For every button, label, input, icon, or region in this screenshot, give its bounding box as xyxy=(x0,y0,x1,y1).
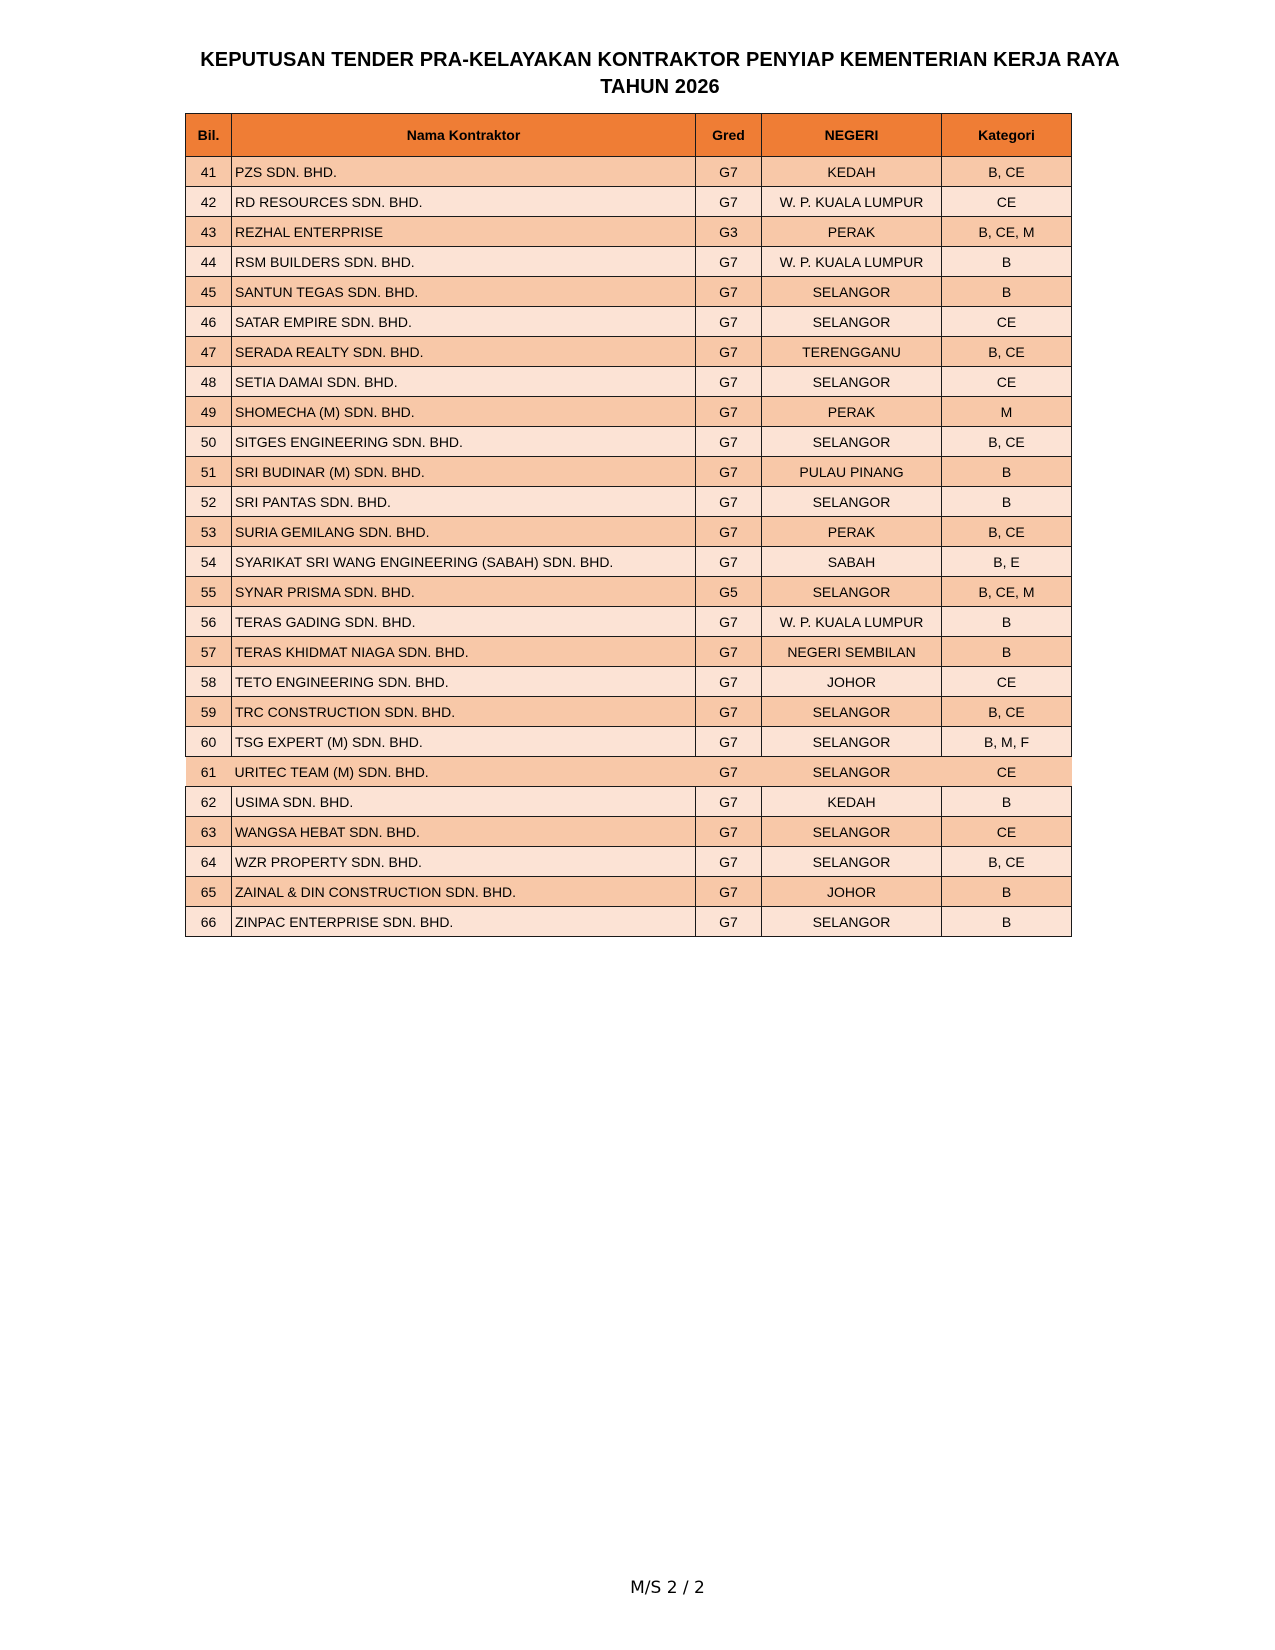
table-row xyxy=(186,727,1072,757)
cell-bil: 42 xyxy=(186,187,232,217)
cell-bil: 46 xyxy=(186,307,232,337)
cell-bil: 56 xyxy=(186,607,232,637)
title-line-1: KEPUTUSAN TENDER PRA-KELAYAKAN KONTRAKTOR PENYIAP KEMENTERIAN KERJA RAYA xyxy=(200,49,1120,71)
cell-nama-kontraktor: WZR PROPERTY SDN. BHD. xyxy=(232,847,696,877)
cell-kategori: B, M, F xyxy=(942,727,1072,757)
table-row xyxy=(186,457,1072,487)
cell-nama-kontraktor: SERADA REALTY SDN. BHD. xyxy=(232,337,696,367)
cell-nama-kontraktor: SRI PANTAS SDN. BHD. xyxy=(232,487,696,517)
cell-kategori: CE xyxy=(942,667,1072,697)
cell-negeri: JOHOR xyxy=(762,877,942,907)
cell-kategori: B, CE, M xyxy=(942,217,1072,247)
cell-kategori: CE xyxy=(942,187,1072,217)
cell-kategori: B, CE xyxy=(942,427,1072,457)
table-header-row xyxy=(186,114,1072,157)
table-row xyxy=(186,817,1072,847)
cell-gred: G7 xyxy=(696,157,762,187)
table-row xyxy=(186,247,1072,277)
document-title xyxy=(180,47,1140,101)
cell-gred: G7 xyxy=(696,397,762,427)
cell-bil: 57 xyxy=(186,637,232,667)
cell-kategori: CE xyxy=(942,757,1072,787)
table-row xyxy=(186,697,1072,727)
table-row xyxy=(186,157,1072,187)
cell-gred: G7 xyxy=(696,817,762,847)
cell-bil: 59 xyxy=(186,697,232,727)
table-row xyxy=(186,847,1072,877)
cell-nama-kontraktor: TRC CONSTRUCTION SDN. BHD. xyxy=(232,697,696,727)
cell-bil: 52 xyxy=(186,487,232,517)
cell-nama-kontraktor: SANTUN TEGAS SDN. BHD. xyxy=(232,277,696,307)
cell-nama-kontraktor: SYNAR PRISMA SDN. BHD. xyxy=(232,577,696,607)
cell-gred: G7 xyxy=(696,277,762,307)
cell-negeri: SELANGOR xyxy=(762,427,942,457)
header-nama-kontraktor: Nama Kontraktor xyxy=(232,114,696,157)
header-kategori: Kategori xyxy=(942,114,1072,157)
cell-gred: G7 xyxy=(696,607,762,637)
cell-kategori: CE xyxy=(942,817,1072,847)
cell-bil: 58 xyxy=(186,667,232,697)
table-row xyxy=(186,217,1072,247)
table-row xyxy=(186,337,1072,367)
cell-kategori: B xyxy=(942,607,1072,637)
cell-kategori: B xyxy=(942,787,1072,817)
cell-negeri: NEGERI SEMBILAN xyxy=(762,637,942,667)
cell-gred: G7 xyxy=(696,667,762,697)
table-row xyxy=(186,547,1072,577)
table-row xyxy=(186,367,1072,397)
table-row xyxy=(186,427,1072,457)
cell-gred: G7 xyxy=(696,547,762,577)
cell-gred: G7 xyxy=(696,247,762,277)
table-row xyxy=(186,787,1072,817)
cell-gred: G7 xyxy=(696,907,762,937)
cell-kategori: B xyxy=(942,637,1072,667)
cell-gred: G7 xyxy=(696,787,762,817)
cell-bil: 62 xyxy=(186,787,232,817)
cell-kategori: B xyxy=(942,877,1072,907)
cell-kategori: B xyxy=(942,277,1072,307)
cell-negeri: W. P. KUALA LUMPUR xyxy=(762,187,942,217)
title-line-2: TAHUN 2026 xyxy=(600,76,720,98)
cell-nama-kontraktor: RD RESOURCES SDN. BHD. xyxy=(232,187,696,217)
cell-negeri: SELANGOR xyxy=(762,697,942,727)
cell-negeri: PERAK xyxy=(762,397,942,427)
cell-negeri: SELANGOR xyxy=(762,367,942,397)
cell-nama-kontraktor: SETIA DAMAI SDN. BHD. xyxy=(232,367,696,397)
cell-nama-kontraktor: SITGES ENGINEERING SDN. BHD. xyxy=(232,427,696,457)
cell-nama-kontraktor: SYARIKAT SRI WANG ENGINEERING (SABAH) SDN. BHD. xyxy=(232,547,696,577)
cell-gred: G7 xyxy=(696,367,762,397)
cell-negeri: SELANGOR xyxy=(762,307,942,337)
cell-negeri: SELANGOR xyxy=(762,577,942,607)
cell-negeri: JOHOR xyxy=(762,667,942,697)
cell-bil: 48 xyxy=(186,367,232,397)
cell-negeri: SABAH xyxy=(762,547,942,577)
cell-nama-kontraktor: TSG EXPERT (M) SDN. BHD. xyxy=(232,727,696,757)
cell-negeri: SELANGOR xyxy=(762,907,942,937)
cell-bil: 53 xyxy=(186,517,232,547)
cell-bil: 50 xyxy=(186,427,232,457)
cell-bil: 49 xyxy=(186,397,232,427)
cell-bil: 43 xyxy=(186,217,232,247)
cell-nama-kontraktor: TERAS KHIDMAT NIAGA SDN. BHD. xyxy=(232,637,696,667)
cell-bil: 60 xyxy=(186,727,232,757)
cell-nama-kontraktor: TETO ENGINEERING SDN. BHD. xyxy=(232,667,696,697)
table-row xyxy=(186,667,1072,697)
cell-nama-kontraktor: SURIA GEMILANG SDN. BHD. xyxy=(232,517,696,547)
page-number: M/S 2 / 2 xyxy=(630,1578,705,1598)
cell-gred: G7 xyxy=(696,697,762,727)
cell-kategori: CE xyxy=(942,307,1072,337)
contractor-table xyxy=(185,113,1072,937)
cell-negeri: SELANGOR xyxy=(762,727,942,757)
cell-gred: G7 xyxy=(696,337,762,367)
cell-nama-kontraktor: SATAR EMPIRE SDN. BHD. xyxy=(232,307,696,337)
cell-kategori: B, CE xyxy=(942,847,1072,877)
cell-nama-kontraktor: SHOMECHA (M) SDN. BHD. xyxy=(232,397,696,427)
cell-kategori: B xyxy=(942,457,1072,487)
cell-kategori: B xyxy=(942,247,1072,277)
table-row xyxy=(186,877,1072,907)
cell-kategori: CE xyxy=(942,367,1072,397)
cell-gred: G7 xyxy=(696,727,762,757)
cell-negeri: W. P. KUALA LUMPUR xyxy=(762,247,942,277)
cell-gred: G7 xyxy=(696,457,762,487)
table-row xyxy=(186,307,1072,337)
cell-negeri: SELANGOR xyxy=(762,487,942,517)
cell-nama-kontraktor: TERAS GADING SDN. BHD. xyxy=(232,607,696,637)
cell-kategori: B, E xyxy=(942,547,1072,577)
cell-bil: 51 xyxy=(186,457,232,487)
cell-nama-kontraktor: REZHAL ENTERPRISE xyxy=(232,217,696,247)
cell-nama-kontraktor: URITEC TEAM (M) SDN. BHD. xyxy=(232,757,696,787)
table-row xyxy=(186,277,1072,307)
cell-negeri: SELANGOR xyxy=(762,277,942,307)
cell-gred: G5 xyxy=(696,577,762,607)
cell-bil: 44 xyxy=(186,247,232,277)
cell-kategori: B, CE xyxy=(942,157,1072,187)
cell-bil: 45 xyxy=(186,277,232,307)
cell-negeri: KEDAH xyxy=(762,157,942,187)
cell-kategori: B, CE xyxy=(942,517,1072,547)
cell-nama-kontraktor: ZINPAC ENTERPRISE SDN. BHD. xyxy=(232,907,696,937)
cell-bil: 55 xyxy=(186,577,232,607)
cell-gred: G3 xyxy=(696,217,762,247)
cell-negeri: PERAK xyxy=(762,217,942,247)
cell-nama-kontraktor: PZS SDN. BHD. xyxy=(232,157,696,187)
table-row xyxy=(186,487,1072,517)
table-row xyxy=(186,907,1072,937)
cell-nama-kontraktor: RSM BUILDERS SDN. BHD. xyxy=(232,247,696,277)
cell-kategori: B, CE, M xyxy=(942,577,1072,607)
cell-gred: G7 xyxy=(696,847,762,877)
cell-gred: G7 xyxy=(696,487,762,517)
cell-negeri: PULAU PINANG xyxy=(762,457,942,487)
cell-negeri: SELANGOR xyxy=(762,817,942,847)
cell-gred: G7 xyxy=(696,187,762,217)
cell-gred: G7 xyxy=(696,637,762,667)
table-row xyxy=(186,577,1072,607)
table-row xyxy=(186,607,1072,637)
cell-nama-kontraktor: SRI BUDINAR (M) SDN. BHD. xyxy=(232,457,696,487)
cell-bil: 41 xyxy=(186,157,232,187)
cell-kategori: M xyxy=(942,397,1072,427)
cell-bil: 61 xyxy=(186,757,232,787)
cell-nama-kontraktor: WANGSA HEBAT SDN. BHD. xyxy=(232,817,696,847)
cell-bil: 63 xyxy=(186,817,232,847)
cell-nama-kontraktor: USIMA SDN. BHD. xyxy=(232,787,696,817)
cell-negeri: KEDAH xyxy=(762,787,942,817)
header-gred: Gred xyxy=(696,114,762,157)
table-row xyxy=(186,757,1072,787)
cell-negeri: PERAK xyxy=(762,517,942,547)
cell-bil: 65 xyxy=(186,877,232,907)
cell-gred: G7 xyxy=(696,757,762,787)
cell-gred: G7 xyxy=(696,307,762,337)
table-row xyxy=(186,187,1072,217)
table-body xyxy=(186,157,1072,937)
cell-nama-kontraktor: ZAINAL & DIN CONSTRUCTION SDN. BHD. xyxy=(232,877,696,907)
cell-gred: G7 xyxy=(696,427,762,457)
cell-negeri: SELANGOR xyxy=(762,757,942,787)
table-row xyxy=(186,637,1072,667)
cell-gred: G7 xyxy=(696,877,762,907)
cell-bil: 66 xyxy=(186,907,232,937)
cell-negeri: SELANGOR xyxy=(762,847,942,877)
cell-negeri: TERENGGANU xyxy=(762,337,942,367)
cell-kategori: B, CE xyxy=(942,697,1072,727)
cell-gred: G7 xyxy=(696,517,762,547)
cell-bil: 54 xyxy=(186,547,232,577)
cell-kategori: B xyxy=(942,487,1072,517)
header-negeri: NEGERI xyxy=(762,114,942,157)
header-bil: Bil. xyxy=(186,114,232,157)
table-row xyxy=(186,517,1072,547)
cell-kategori: B, CE xyxy=(942,337,1072,367)
cell-bil: 47 xyxy=(186,337,232,367)
cell-negeri: W. P. KUALA LUMPUR xyxy=(762,607,942,637)
table-row xyxy=(186,397,1072,427)
cell-kategori: B xyxy=(942,907,1072,937)
cell-bil: 64 xyxy=(186,847,232,877)
